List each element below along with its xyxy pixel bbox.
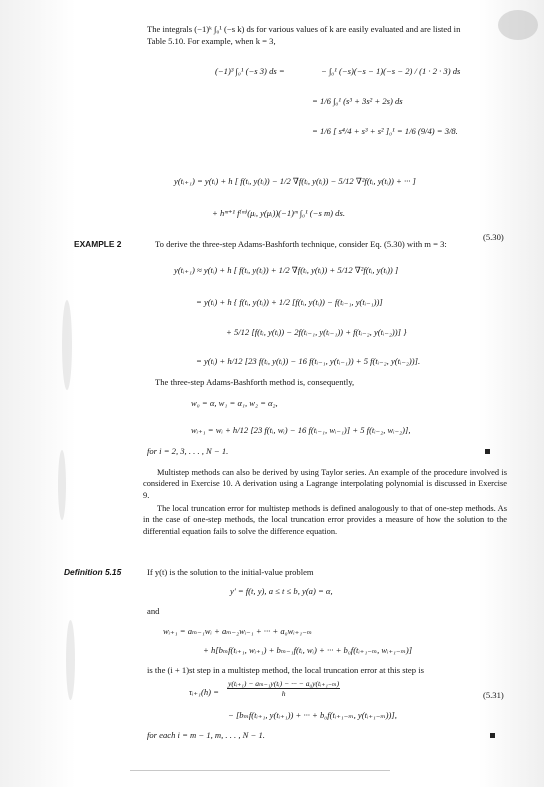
multistep-eq-line-2: + h[bₘf(tᵢ₊₁, wᵢ₊₁) + bₘ₋₁f(tᵢ, wᵢ) + ··· + b₀f(tᵢ₊₁₋ₘ, wᵢ₊₁₋ₘ)] bbox=[203, 645, 413, 655]
tau-denominator: h bbox=[281, 689, 286, 698]
example-eq-2: = y(tᵢ) + h { f(tᵢ, y(tᵢ)) + 1/2 [f(tᵢ, y(tᵢ)) − f(tᵢ₋₁, y(tᵢ₋₁))] bbox=[196, 297, 383, 307]
paragraph-multistep-derivation: Multistep methods can also be derived by using Taylor series. An example of the procedure involved is considered in Exercise 10. A derivation using a Lagrange interpolating polynomial is discussed in Exercise 9. bbox=[143, 468, 507, 500]
tau-fraction bbox=[226, 679, 341, 698]
end-of-example-mark bbox=[485, 449, 490, 454]
equation-number-5-31: (5.31) bbox=[483, 690, 504, 700]
multistep-eq-line-1: wᵢ₊₁ = aₘ₋₁wᵢ + aₘ₋₂wᵢ₋₁ + ··· + a₀wᵢ₊₁₋ₘ bbox=[163, 626, 313, 636]
index-range: for i = 2, 3, . . . , N − 1. bbox=[147, 446, 229, 456]
series-eq-line-2: + hᵐ⁺¹ f⁽ᵐ⁾(μᵢ, y(μᵢ))(−1)ᵐ ∫₀¹ (−s m) ds. bbox=[212, 208, 345, 218]
example-eq-3: + 5/12 [f(tᵢ, y(tᵢ)) − 2f(tᵢ₋₁, y(tᵢ₋₁)) + f(tᵢ₋₂, y(tᵢ₋₂))] } bbox=[226, 327, 407, 337]
step-description: is the (i + 1)st step in a multistep method, the local truncation error at this step is bbox=[147, 665, 424, 675]
example-eq-1: y(tᵢ₊₁) ≈ y(tᵢ) + h [ f(tᵢ, y(tᵢ)) + 1/2 ∇f(tᵢ, y(tᵢ)) + 5/12 ∇²f(tᵢ, y(tᵢ)) ] bbox=[174, 265, 399, 275]
scan-smudge bbox=[66, 620, 75, 700]
initial-value-problem: y′ = f(t, y), a ≤ t ≤ b, y(a) = α, bbox=[230, 586, 333, 596]
intro-line-1: The integrals (−1)ᵏ ∫₀¹ (−s k) ds for various values of k are easily evaluated and are listed in bbox=[147, 24, 461, 34]
integral-line-1-rhs: − ∫₀¹ (−s)(−s − 1)(−s − 2) / (1 · 2 · 3) ds bbox=[321, 66, 461, 76]
tau-lhs: τᵢ₊₁(h) = bbox=[189, 687, 219, 697]
integral-line-3: = 1/6 [ s⁴/4 + s³ + s² ]₀¹ = 1/6 (9/4) = 3/8. bbox=[312, 126, 458, 136]
scan-smudge bbox=[62, 300, 72, 390]
method-intro: The three-step Adams-Bashforth method is, consequently, bbox=[155, 377, 355, 387]
initial-values: w₀ = α, w₁ = α₁, w₂ = α₂, bbox=[191, 398, 278, 408]
scan-smudge bbox=[58, 450, 66, 520]
definition-label: Definition 5.15 bbox=[64, 567, 122, 577]
tau-numerator: y(tᵢ₊₁) − aₘ₋₁y(tᵢ) − ··· − a₀y(tᵢ₊₁₋ₘ) bbox=[228, 679, 340, 688]
tau-fraction-body bbox=[227, 679, 340, 698]
scan-smudge bbox=[498, 10, 538, 40]
bottom-edge bbox=[130, 770, 390, 771]
integral-line-1-lhs: (−1)³ ∫₀¹ (−s 3) ds = bbox=[215, 66, 285, 76]
integral-line-2: = 1/6 ∫₀¹ (s³ + 3s² + 2s) ds bbox=[312, 96, 403, 106]
example-label: EXAMPLE 2 bbox=[74, 239, 122, 249]
tau-line-2: − [bₘf(tᵢ₊₁, y(tᵢ₊₁)) + ··· + b₀f(tᵢ₊₁₋ₘ, y(tᵢ₊₁₋ₘ))], bbox=[228, 710, 397, 720]
example-eq-4: = y(tᵢ) + h/12 [23 f(tᵢ, y(tᵢ)) − 16 f(tᵢ₋₁, y(tᵢ₋₁)) + 5 f(tᵢ₋₂, y(tᵢ₋₂))]. bbox=[196, 356, 421, 366]
paragraph-local-truncation: The local truncation error for multistep methods is defined analogously to that of one-step methods. As in the case of one-step methods, the local truncation error provides a measure of how the solution to the differential equation fails to solve the difference equation. bbox=[143, 504, 507, 536]
definition-range: for each i = m − 1, m, . . . , N − 1. bbox=[147, 730, 265, 740]
equation-number-5-30: (5.30) bbox=[483, 232, 504, 242]
example-intro: To derive the three-step Adams-Bashforth technique, consider Eq. (5.30) with m = 3: bbox=[155, 239, 447, 249]
definition-text: If y(t) is the solution to the initial-value problem bbox=[147, 567, 314, 577]
recurrence: wᵢ₊₁ = wᵢ + h/12 [23 f(tᵢ, wᵢ) − 16 f(tᵢ₋₁, wᵢ₋₁)] + 5 f(tᵢ₋₂, wᵢ₋₂)], bbox=[191, 425, 411, 435]
series-eq-line-1: y(tᵢ₊₁) = y(tᵢ) + h [ f(tᵢ, y(tᵢ)) − 1/2 ∇f(tᵢ, y(tᵢ)) − 5/12 ∇²f(tᵢ, y(tᵢ)) + ··· ] bbox=[174, 176, 416, 186]
end-of-definition-mark bbox=[490, 733, 495, 738]
intro-line-2: Table 5.10. For example, when k = 3, bbox=[147, 36, 276, 46]
and-connector: and bbox=[147, 606, 160, 616]
